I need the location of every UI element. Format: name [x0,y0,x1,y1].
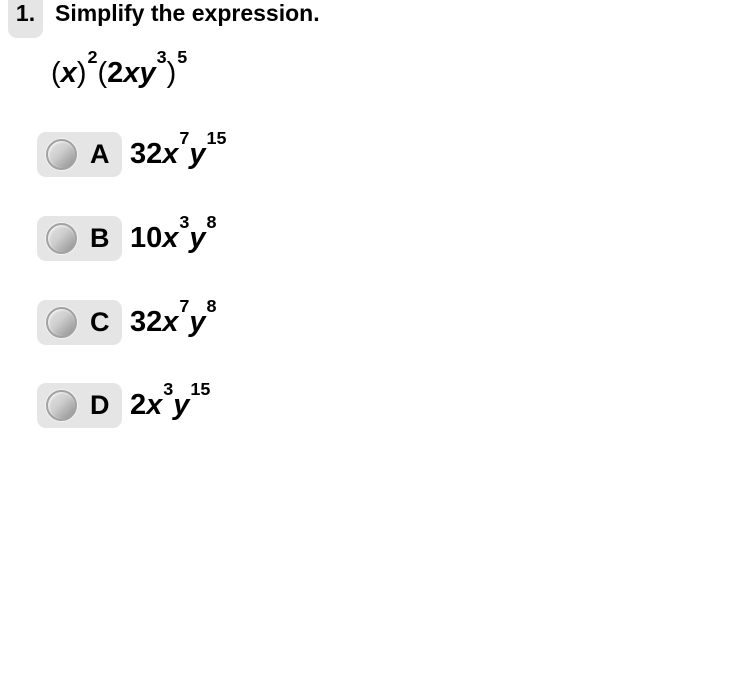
expression-exponent-5: 5 [177,47,188,68]
option-c-y-exponent: 8 [206,296,217,317]
option-d-coefficient: 2 [130,389,147,421]
option-a-letter: A [90,139,110,169]
option-c-coefficient: 32 [130,306,163,338]
option-a-button[interactable] [37,132,122,177]
option-b-coefficient: 10 [130,222,163,254]
option-d-answer-text [130,379,211,422]
option-d-x-exponent: 3 [163,379,174,400]
option-a-x-exponent: 7 [179,128,190,149]
option-c-x-exponent: 7 [179,296,190,317]
option-b-answer-text [130,212,217,255]
option-c-y-variable: y [189,306,206,338]
expression-variable-x-1: x [60,57,77,89]
option-b-x-exponent: 3 [179,212,190,233]
answer-option-c [37,296,217,345]
option-a-y-variable: y [189,138,206,170]
question-number-badge: 1. [8,0,43,38]
radio-unselected-icon[interactable] [46,390,77,421]
expression-exponent-3: 3 [156,47,167,68]
option-d-x-variable: x [146,389,163,421]
question-expression [51,47,188,90]
expression-exponent-2: 2 [87,47,98,68]
option-c-answer-text [130,296,217,339]
radio-unselected-icon[interactable] [46,139,77,170]
expression-open-paren-2: ( [97,57,108,89]
option-a-coefficient: 32 [130,138,163,170]
option-b-letter: B [90,223,110,253]
option-a-x-variable: x [162,138,179,170]
radio-unselected-icon[interactable] [46,223,77,254]
option-c-letter: C [90,307,110,337]
expression-coefficient: 2 [107,57,124,89]
option-d-y-exponent: 15 [190,379,211,400]
option-d-button[interactable] [37,383,122,428]
option-d-letter: D [90,390,110,420]
expression-open-paren-1: ( [51,57,61,89]
option-b-y-exponent: 8 [206,212,217,233]
option-c-button[interactable] [37,300,122,345]
expression-close-paren-2: ) [166,57,177,89]
expression-variable-y: y [139,57,156,89]
question-prompt: Simplify the expression. [55,0,320,26]
radio-unselected-icon[interactable] [46,307,77,338]
expression-close-paren-1: ) [76,57,87,89]
answer-option-b [37,212,217,261]
option-a-y-exponent: 15 [206,128,227,149]
answer-option-d [37,379,211,428]
expression-variable-x-2: x [123,57,140,89]
option-b-y-variable: y [189,222,206,254]
option-c-x-variable: x [162,306,179,338]
option-a-answer-text [130,128,227,171]
option-b-button[interactable] [37,216,122,261]
option-d-y-variable: y [173,389,190,421]
answer-option-a [37,128,227,177]
option-b-x-variable: x [162,222,179,254]
